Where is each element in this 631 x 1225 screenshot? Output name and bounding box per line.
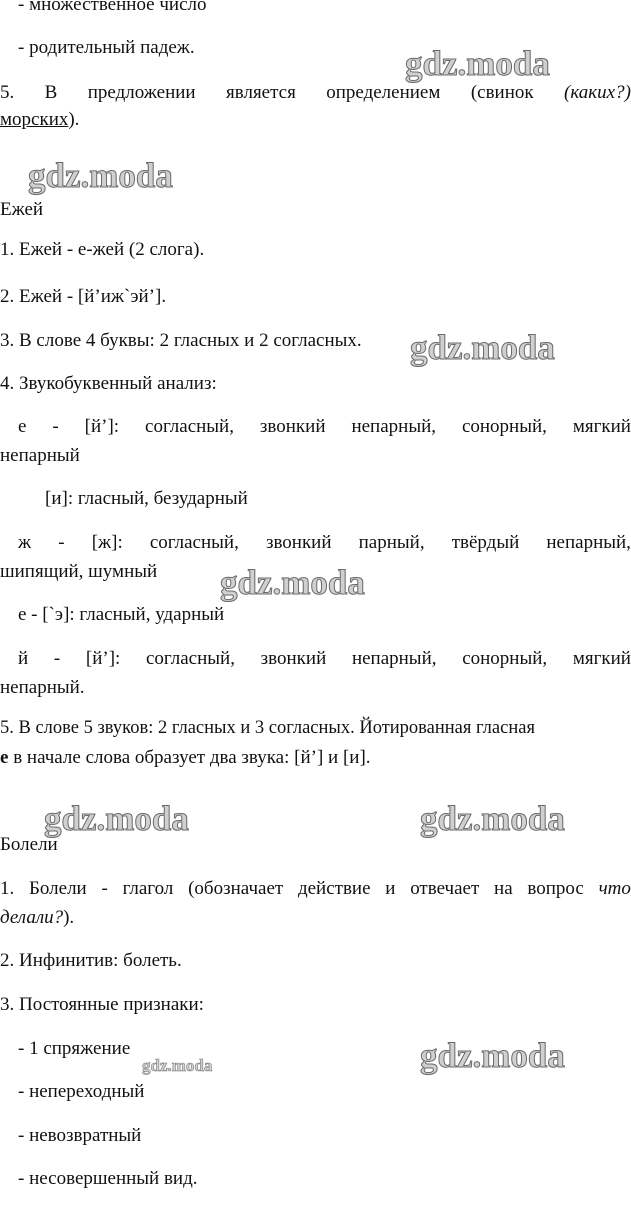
word: - bbox=[52, 416, 59, 437]
word: - bbox=[58, 532, 65, 553]
word: - bbox=[53, 648, 61, 669]
question-word: делали? bbox=[0, 907, 64, 928]
bold-letter: е bbox=[0, 747, 9, 768]
word: сонорный, bbox=[462, 648, 548, 669]
line-text: в начале слова образует два звука: [й’] и [и]. bbox=[8, 747, 371, 768]
watermark: gdz.moda bbox=[420, 1036, 565, 1075]
question-word: что bbox=[598, 878, 631, 899]
analysis-e2: е - [`э]: гласный, ударный bbox=[18, 604, 225, 625]
word: [й’]: bbox=[84, 416, 120, 437]
word: парный, bbox=[358, 532, 425, 553]
ezhey-line-5b bbox=[0, 748, 371, 767]
analysis-y-tail: непарный. bbox=[0, 677, 85, 698]
word: мягкий bbox=[572, 416, 631, 437]
word: 1. bbox=[0, 878, 15, 899]
section-title-ezhey: Ежей bbox=[0, 199, 44, 220]
word: звонкий bbox=[260, 648, 327, 669]
word: е bbox=[18, 416, 27, 437]
word: непарный, bbox=[351, 416, 437, 437]
feature-intransitive: - непереходный bbox=[18, 1081, 145, 1102]
watermark: gdz.moda bbox=[420, 799, 565, 838]
item5-tail bbox=[0, 110, 79, 129]
word: мягкий bbox=[572, 648, 631, 669]
question-word: (каких?) bbox=[564, 82, 631, 103]
feature-nonreflexive: - невозвратный bbox=[18, 1125, 142, 1146]
word: на bbox=[494, 878, 513, 899]
watermark: gdz.moda bbox=[28, 156, 173, 195]
word: [й’]: bbox=[85, 648, 121, 669]
word: В bbox=[44, 82, 58, 103]
analysis-zh-tail: шипящий, шумный bbox=[0, 561, 158, 582]
boleli-line-3: 3. Постоянные признаки: bbox=[0, 994, 204, 1015]
list-item-genitive: - родительный падеж. bbox=[18, 37, 195, 58]
word: звонкий bbox=[259, 416, 326, 437]
word: согласный, bbox=[146, 648, 235, 669]
word: и bbox=[385, 878, 396, 899]
ezhey-line-1: 1. Ежей - е-жей (2 слога). bbox=[0, 239, 205, 260]
boleli-line-1-tail bbox=[0, 908, 74, 927]
section-title-boleli: Болели bbox=[0, 834, 58, 855]
word: Болели bbox=[29, 878, 87, 899]
analysis-e1-tail: непарный bbox=[0, 445, 80, 466]
watermark: gdz.moda bbox=[44, 799, 189, 838]
word: согласный, bbox=[149, 532, 239, 553]
word: [ж]: bbox=[91, 532, 123, 553]
tail-punct: ). bbox=[68, 109, 80, 130]
boleli-line-1 bbox=[0, 879, 631, 898]
boleli-line-2: 2. Инфинитив: болеть. bbox=[0, 950, 182, 971]
word: глагол bbox=[122, 878, 174, 899]
word: 5. bbox=[0, 82, 15, 103]
word: вопрос bbox=[527, 878, 584, 899]
word: звонкий bbox=[265, 532, 332, 553]
analysis-e1 bbox=[18, 417, 631, 436]
ezhey-line-2: 2. Ежей - [й’иж`эй’]. bbox=[0, 286, 167, 307]
word: сонорный, bbox=[461, 416, 547, 437]
tail-punct: ). bbox=[63, 907, 75, 928]
word: - bbox=[101, 878, 108, 899]
watermark: gdz.moda bbox=[405, 44, 550, 83]
list-item-plural: - множественное число bbox=[18, 0, 207, 15]
word: определением bbox=[326, 82, 441, 103]
analysis-y bbox=[18, 649, 631, 668]
watermark: gdz.moda bbox=[142, 1056, 213, 1075]
word: й bbox=[18, 648, 29, 669]
word: твёрдый bbox=[451, 532, 520, 553]
feature-conjugation: - 1 спряжение bbox=[18, 1038, 131, 1059]
word: предложении bbox=[87, 82, 196, 103]
ezhey-line-4: 4. Звукобуквенный анализ: bbox=[0, 373, 217, 394]
word: непарный, bbox=[351, 648, 437, 669]
word: ж bbox=[18, 532, 32, 553]
word: отвечает bbox=[410, 878, 480, 899]
underlined-word: морских bbox=[0, 109, 69, 130]
word: является bbox=[226, 82, 296, 103]
item5-line bbox=[0, 83, 631, 102]
watermark: gdz.moda bbox=[410, 328, 555, 367]
word: (свинок bbox=[470, 82, 534, 103]
ezhey-line-3: 3. В слове 4 буквы: 2 гласных и 2 согласных. bbox=[0, 330, 362, 351]
word: действие bbox=[297, 878, 371, 899]
watermark: gdz.moda bbox=[220, 563, 365, 602]
word: (обозначает bbox=[188, 878, 284, 899]
analysis-i: [и]: гласный, безударный bbox=[45, 488, 248, 509]
word: согласный, bbox=[145, 416, 234, 437]
ezhey-line-5a: 5. В слове 5 звуков: 2 гласных и 3 согласных. Йотированная гласная bbox=[0, 718, 535, 738]
word: непарный, bbox=[546, 532, 631, 553]
analysis-zh bbox=[18, 533, 631, 552]
feature-imperfective: - несовершенный вид. bbox=[18, 1168, 198, 1189]
